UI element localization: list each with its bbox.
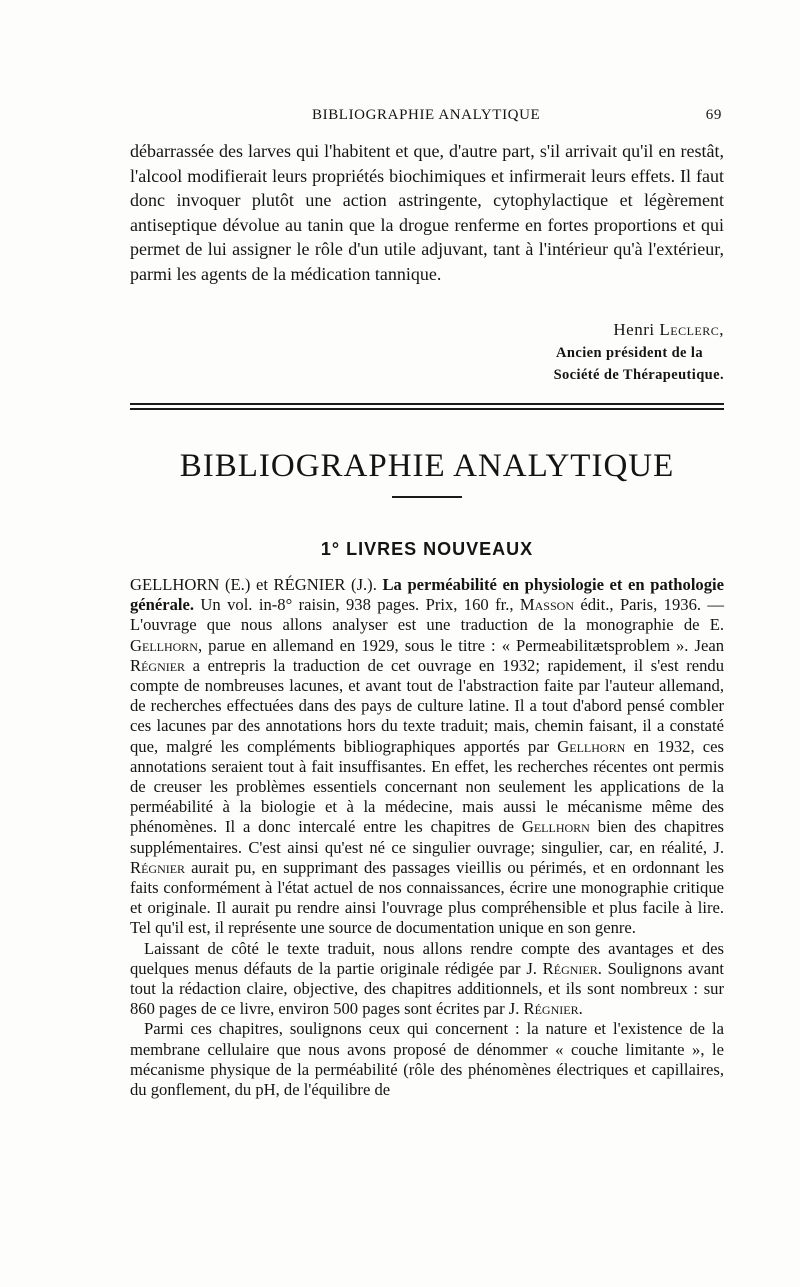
section-title: BIBLIOGRAPHIE ANALYTIQUE [179,448,675,484]
review-text: . [578,999,583,1019]
page-number: 69 [705,107,722,123]
review-text: a entrepris la traduction de cet ouvrage en 1932; rapidement, il s'est rendu compte de nombreuses lacunes, et avant tout de l'abstraction faite par l'auteur allemand, de recherches effectuées dans des pays de culture latine. Il a tout d'abord pensé combler ces lacunes par des annotations hors du texte traduit; mais, chemin faisant, il a constaté que, malgré les compléments bibliographiques apportés par [130,655,724,756]
book-review [130,575,724,1100]
author-name: Régnier [130,655,186,675]
page-header [130,107,724,129]
author-name: Gellhorn [130,635,198,655]
review-paragraph-3: Parmi ces chapitres, soulignons ceux qui concernent : la nature et l'existence de la membrane cellulaire que nous avons proposé de dénommer « couche limitante », le mécanisme physique de la perméabilité (rôle des phénomènes électriques et capillaires, du gonflement, du pH, de l'équilibre de [130,1019,724,1100]
continuation-paragraph: débarrassée des larves qui l'habitent et que, d'autre part, s'il arrivait qu'il en restât, l'alcool modifierait leurs propriétés biochimiques et infirmerait leurs effets. Il faut donc invoquer plutôt une action astringente, cytophylactique et légèrement antiseptique dévolue au tanin que la drogue renferme en fortes proportions et qui permet de lui assigner le rôle d'un utile adjuvant, tant à l'intérieur qu'à l'extérieur, parmi les agents de la médication tannique. [130,141,724,284]
publisher-name: Masson [519,595,574,615]
author-name: Gellhorn [557,736,626,756]
author-name: Régnier [523,999,579,1019]
title-underline [392,496,462,498]
signature-name [613,320,724,340]
review-text: , parue en allemand en 1929, sous le titre : « Permeabilitætsproblem ». Jean [197,635,724,655]
review-paragraph-1 [130,575,724,939]
signature-surname: Leclerc, [659,320,724,339]
review-paragraph-2 [130,939,724,1020]
review-text: aurait pu, en supprimant des passages vieillis ou périmés, et en ordonnant les faits conformément à l'état actuel de nos connaissances, écrire une monographie critique et originale. Il aurait pu rendre ainsi l'ouvrage plus compréhensible et plus facile à lire. Tel qu'il est, il représente une source de documentation unique en son genre. [130,857,724,938]
author-name: Régnier [130,857,186,877]
signature-role-line-1: Ancien président de la [556,345,703,361]
author-name: Gellhorn [521,817,590,837]
review-text: édit., Paris, 1936. — L'ouvrage que nous allons analyser est une traduction de la monographie de E. [130,595,724,635]
review-authors: GELLHORN (E.) et RÉGNIER (J.). [130,575,383,594]
signature-first-name: Henri [613,320,660,339]
author-name: Régnier [542,958,598,978]
book-title: La perméabilité en physiologie et en pathologie générale. [130,575,724,615]
review-text: en 1932, ces annotations seraient tout à fait insuffisantes. En effet, les recherches récentes ont permis de creuser les problèmes essentiels concernant non seulement les applications de la perméabilité à la biologie et à la médecine, mais aussi le mécanisme même des phénomènes. Il a donc intercalé entre les chapitres de [130,736,724,837]
review-text: . Soulignons avant tout la rédaction claire, objective, des chapitres additionnels, et ils sont nombreux : sur 860 pages de ce livre, environ 500 pages sont écrites par J. [130,958,724,1019]
running-title: BIBLIOGRAPHIE ANALYTIQUE [312,107,541,123]
signature-role-line-2: Société de Thérapeutique. [553,367,724,383]
review-text: Laissant de côté le texte traduit, nous allons rendre compte des avantages et des quelques menus défauts de la partie originale rédigée par J. [130,938,724,978]
section-divider-bottom [130,408,724,410]
review-text: bien des chapitres supplémentaires. C'est ainsi qu'est né ce singulier ouvrage; singulier, car, en réalité, J. [130,817,725,857]
section-divider-top [130,403,724,405]
subsection-title: 1° LIVRES NOUVEAUX [320,539,534,559]
book-details: Un vol. in-8° raisin, 938 pages. Prix, 160 fr., [194,595,520,615]
